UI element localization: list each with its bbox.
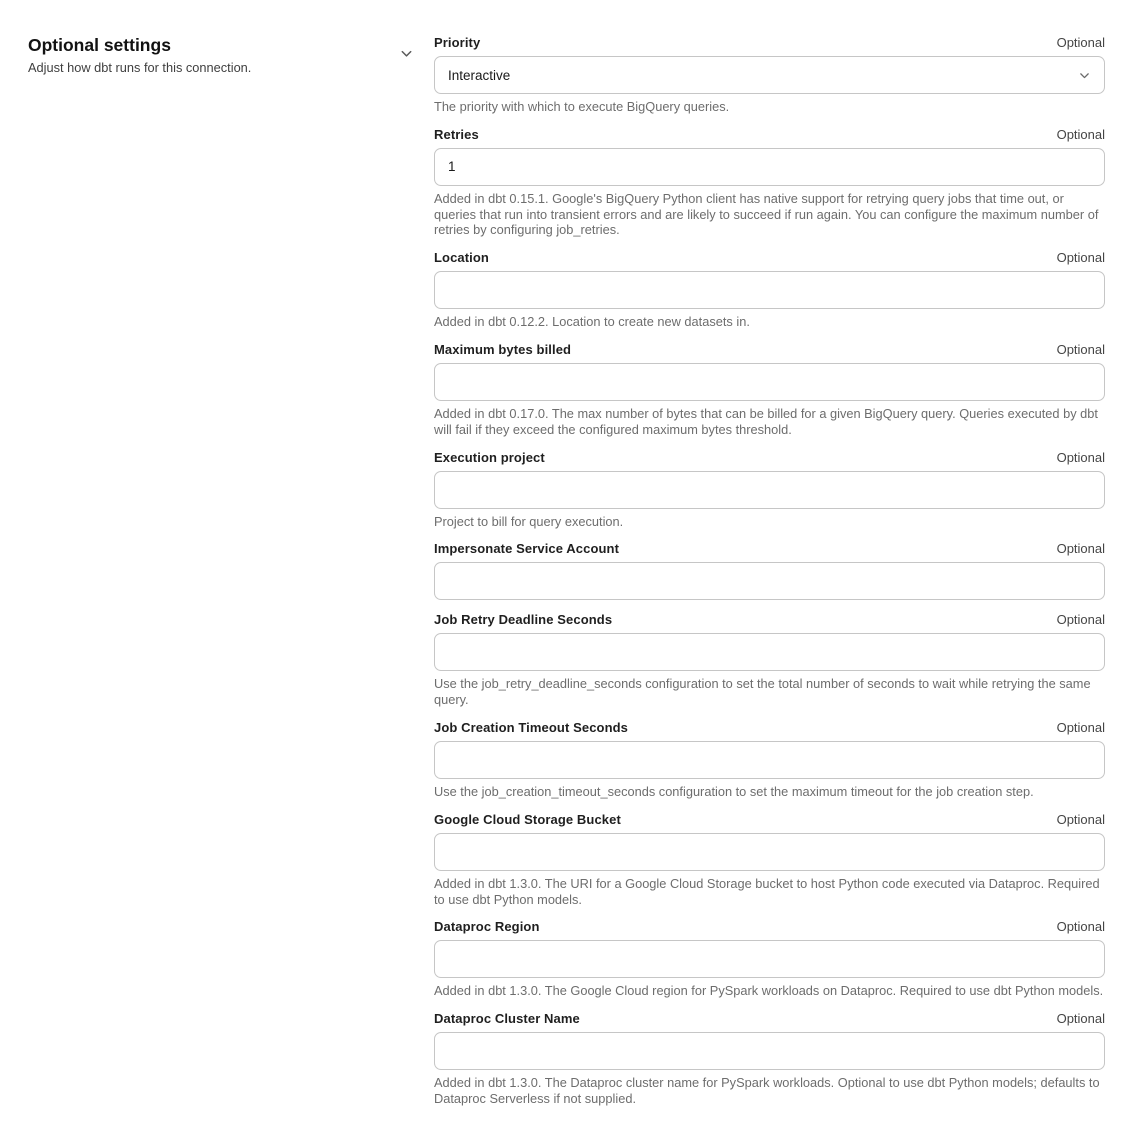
- field-label: Priority: [434, 35, 481, 50]
- optional-badge: Optional: [1056, 126, 1105, 142]
- field-help-text: Added in dbt 0.12.2. Location to create new datasets in.: [434, 314, 750, 330]
- priority-select[interactable]: [434, 56, 1105, 94]
- field-help-text: The priority with which to execute BigQuery queries.: [434, 99, 730, 114]
- field-head: [434, 1011, 1105, 1027]
- field-label: Impersonate Service Account: [434, 541, 620, 557]
- job-retry-deadline-seconds-input[interactable]: [434, 633, 1105, 671]
- optional-badge: Optional: [1056, 719, 1105, 735]
- field-retries: [434, 127, 1105, 238]
- dataproc-region-input[interactable]: [434, 940, 1105, 978]
- field-control: [434, 148, 1105, 186]
- retries-input[interactable]: [434, 148, 1105, 186]
- section-header: [28, 34, 434, 76]
- field-head: [434, 450, 1105, 466]
- field-control: [434, 633, 1105, 671]
- field-label: Dataproc Cluster Name: [434, 1011, 580, 1027]
- field-head: [434, 720, 1105, 736]
- field-priority: [434, 35, 1105, 115]
- field-maximum-bytes-billed: [434, 342, 1105, 438]
- field-label: Retries: [434, 126, 479, 142]
- field-control: [434, 271, 1105, 309]
- field-control: [434, 56, 1105, 94]
- section-collapse-toggle[interactable]: [399, 46, 414, 66]
- field-dataproc-cluster-name: [434, 1011, 1105, 1107]
- field-control: [434, 1032, 1105, 1070]
- field-label: Maximum bytes billed: [434, 341, 572, 357]
- optional-badge: Optional: [1056, 341, 1105, 357]
- optional-badge: Optional: [1056, 1011, 1105, 1027]
- field-head: [434, 919, 1105, 935]
- field-control: [434, 940, 1105, 978]
- optional-badge: Optional: [1056, 612, 1105, 628]
- optional-badge: Optional: [1056, 919, 1105, 935]
- execution-project-input[interactable]: [434, 471, 1105, 509]
- dataproc-cluster-name-input[interactable]: [434, 1032, 1105, 1070]
- field-control: [434, 741, 1105, 779]
- field-job-creation-timeout-seconds: [434, 720, 1105, 800]
- field-label: Google Cloud Storage Bucket: [434, 811, 621, 827]
- optional-badge: Optional: [1056, 541, 1105, 557]
- impersonate-service-account-input[interactable]: [434, 562, 1105, 600]
- select-value: Interactive: [448, 67, 511, 83]
- google-cloud-storage-bucket-input[interactable]: [434, 833, 1105, 871]
- field-head: [434, 612, 1105, 628]
- field-help-text: Project to bill for query execution.: [434, 513, 624, 529]
- page-title: Optional settings: [28, 35, 171, 55]
- field-label: Execution project: [434, 449, 545, 465]
- field-help-text: Added in dbt 1.3.0. The Dataproc cluster name for PySpark workloads. Optional to use dbt Python models; defaults to Dataproc Serverless if not supplied.: [434, 1075, 1100, 1106]
- settings-form: [434, 34, 1105, 1119]
- field-label: Job Retry Deadline Seconds: [434, 612, 613, 628]
- optional-badge: Optional: [1056, 449, 1105, 465]
- chevron-down-icon: [1078, 69, 1091, 82]
- field-dataproc-region: [434, 919, 1105, 999]
- field-job-retry-deadline-seconds: [434, 612, 1105, 708]
- field-google-cloud-storage-bucket: [434, 812, 1105, 908]
- field-control: [434, 562, 1105, 600]
- optional-badge: Optional: [1056, 250, 1105, 266]
- field-control: [434, 363, 1105, 401]
- field-help-text: Added in dbt 1.3.0. The URI for a Google Cloud Storage bucket to host Python code executed via Dataproc. Required to use dbt Python models.: [434, 875, 1100, 907]
- optional-badge: Optional: [1056, 35, 1105, 50]
- field-help-text: Use the job_creation_timeout_seconds configuration to set the maximum timeout for the job creation step.: [434, 783, 1034, 799]
- section-description: Adjust how dbt runs for this connection.: [28, 60, 252, 75]
- field-impersonate-service-account: [434, 541, 1105, 600]
- field-label: Location: [434, 250, 489, 266]
- location-input[interactable]: [434, 271, 1105, 309]
- field-label: Job Creation Timeout Seconds: [434, 719, 628, 735]
- field-execution-project: [434, 450, 1105, 530]
- field-label: Dataproc Region: [434, 919, 540, 935]
- field-head: [434, 541, 1105, 557]
- field-head: [434, 250, 1105, 266]
- field-control: [434, 471, 1105, 509]
- field-help-text: Added in dbt 0.15.1. Google's BigQuery Python client has native support for retrying query jobs that time out, or queries that run into transient errors and are likely to succeed if run again. You can configure the maximum number of retries by configuring job_retries.: [434, 190, 1099, 238]
- optional-badge: Optional: [1056, 811, 1105, 827]
- field-head: [434, 342, 1105, 358]
- field-head: [434, 35, 1105, 51]
- field-help-text: Added in dbt 0.17.0. The max number of bytes that can be billed for a given BigQuery query. Queries executed by dbt will fail if they exceed the configured maximum bytes threshold.: [434, 405, 1098, 437]
- field-help-text: Added in dbt 1.3.0. The Google Cloud region for PySpark workloads on Dataproc. Required to use dbt Python models.: [434, 983, 1104, 999]
- maximum-bytes-billed-input[interactable]: [434, 363, 1105, 401]
- job-creation-timeout-seconds-input[interactable]: [434, 741, 1105, 779]
- field-location: [434, 250, 1105, 330]
- chevron-down-icon: [399, 46, 414, 66]
- field-head: [434, 127, 1105, 143]
- field-help-text: Use the job_retry_deadline_seconds configuration to set the total number of seconds to wait while retrying the same query.: [434, 676, 1091, 708]
- section-header-text: [28, 34, 251, 76]
- field-control: [434, 833, 1105, 871]
- field-head: [434, 812, 1105, 828]
